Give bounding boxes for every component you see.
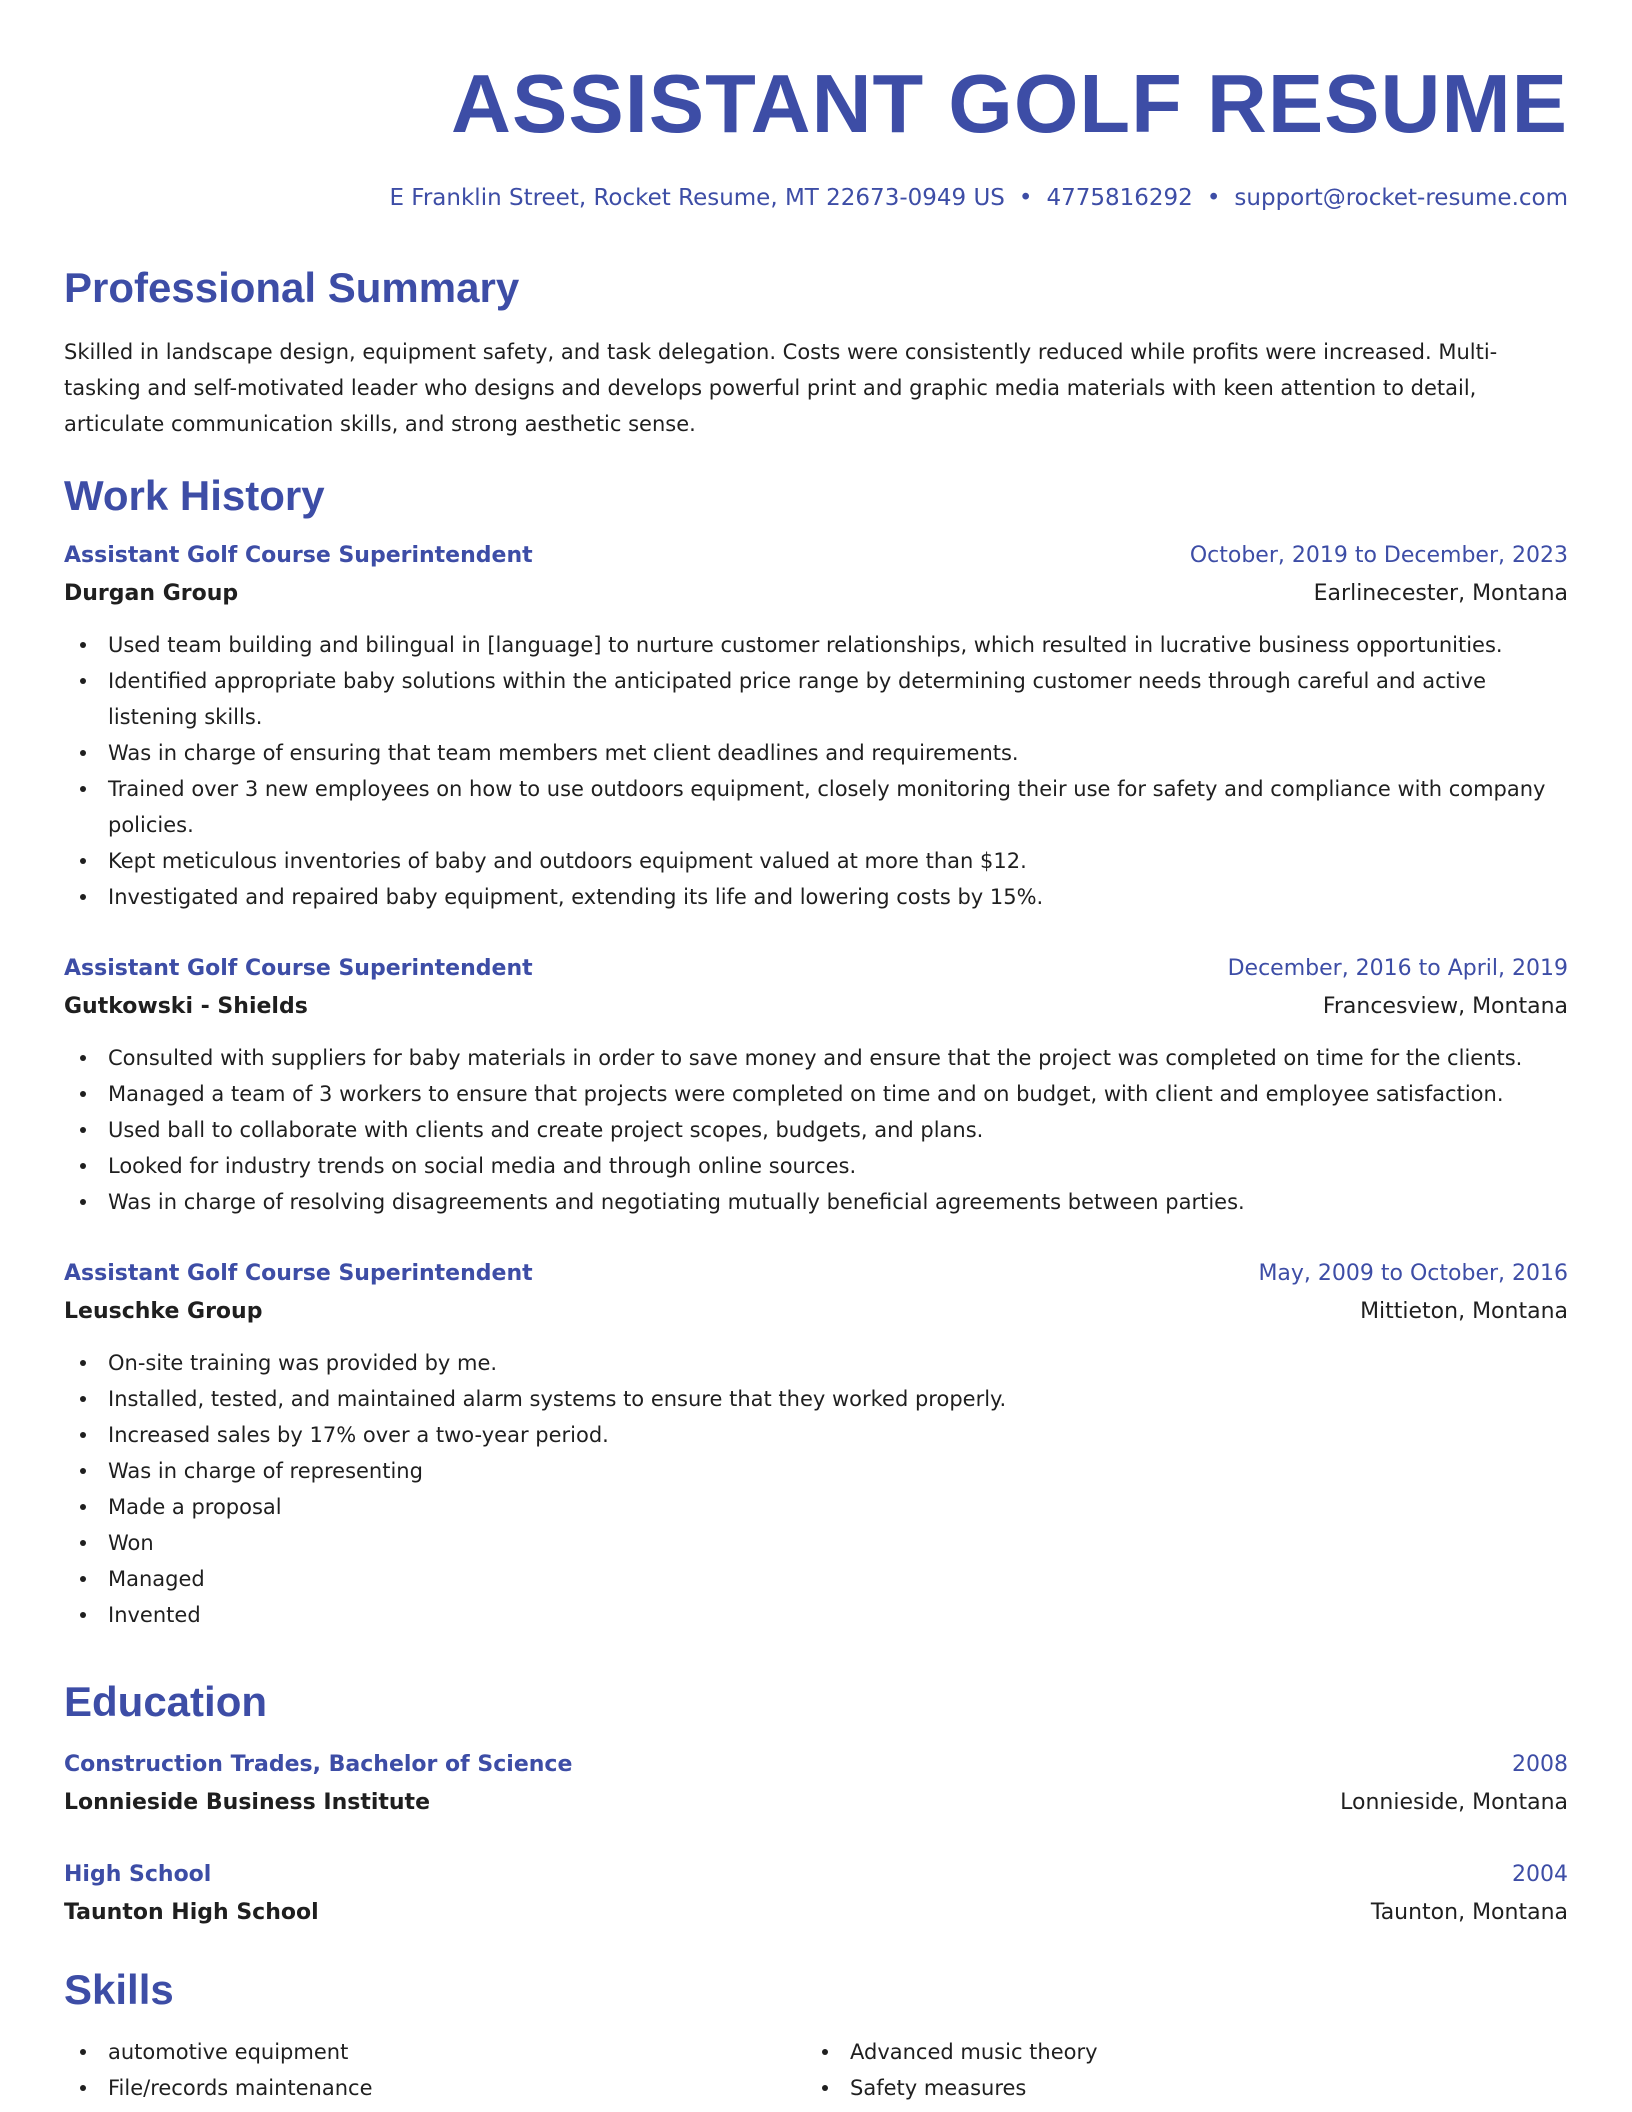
resume-title: ASSISTANT GOLF RESUME <box>451 57 1568 150</box>
list-item: Looked for industry trends on social media and through online sources. <box>64 1148 1568 1184</box>
job-location: Francesview, Montana <box>1322 994 1568 1019</box>
skill-item: File/records maintenance <box>64 2070 764 2106</box>
list-item: Installed, tested, and maintained alarm systems to ensure that they worked properly. <box>64 1381 1568 1417</box>
list-item: Investigated and repaired baby equipment, extending its life and lowering costs by 15%. <box>64 879 1568 915</box>
job-position: Assistant Golf Course Superintendent <box>64 1261 533 1286</box>
job-position: Assistant Golf Course Superintendent <box>64 543 533 568</box>
job-entry <box>64 1255 1568 1633</box>
list-item: Kept meticulous inventories of baby and outdoors equipment valued at more than $12. <box>64 843 1568 879</box>
job-dates: October, 2019 to December, 2023 <box>1189 543 1568 568</box>
list-item: Increased sales by 17% over a two-year period. <box>64 1417 1568 1453</box>
education-degree: High School <box>64 1862 212 1887</box>
job-company: Durgan Group <box>64 581 239 606</box>
email-link[interactable]: support@rocket-resume.com <box>1234 185 1568 211</box>
list-item: Was in charge of resolving disagreements and negotiating mutually beneficial agreements between parties. <box>64 1184 1568 1220</box>
job-dates: May, 2009 to October, 2016 <box>1258 1261 1568 1286</box>
section-title-skills: Skills <box>64 1966 174 2013</box>
separator-dot: • <box>1206 185 1221 211</box>
job-company: Gutkowski - Shields <box>64 994 308 1019</box>
education-location: Taunton, Montana <box>1370 1900 1568 1925</box>
list-item: Identified appropriate baby solutions within the anticipated price range by determining customer needs through careful and active listening skills. <box>64 663 1568 735</box>
job-company: Leuschke Group <box>64 1299 263 1324</box>
list-item: Was in charge of representing <box>64 1453 1568 1489</box>
job-position: Assistant Golf Course Superintendent <box>64 956 533 981</box>
list-item: Managed <box>64 1561 1568 1597</box>
section-title-work-history: Work History <box>64 472 325 519</box>
skills-column-right <box>806 2034 1506 2106</box>
job-bullets <box>64 1345 1568 1633</box>
separator-dot: • <box>1018 185 1033 211</box>
education-degree: Construction Trades, Bachelor of Science <box>64 1752 573 1777</box>
job-dates: December, 2016 to April, 2019 <box>1227 956 1568 981</box>
list-item: Used ball to collaborate with clients and create project scopes, budgets, and plans. <box>64 1112 1568 1148</box>
education-year: 2008 <box>1512 1752 1568 1777</box>
job-location: Earlinecester, Montana <box>1313 581 1568 606</box>
phone: 4775816292 <box>1046 185 1193 211</box>
education-location: Lonnieside, Montana <box>1340 1790 1568 1815</box>
section-title-summary: Professional Summary <box>64 264 520 311</box>
education-year: 2004 <box>1512 1862 1568 1887</box>
job-bullets <box>64 627 1568 915</box>
job-entry <box>64 950 1568 1220</box>
education-school: Lonnieside Business Institute <box>64 1790 430 1815</box>
list-item: On-site training was provided by me. <box>64 1345 1568 1381</box>
list-item: Won <box>64 1525 1568 1561</box>
address: E Franklin Street, Rocket Resume, MT 22673-0949 US <box>389 185 1005 211</box>
list-item: Invented <box>64 1597 1568 1633</box>
job-entry <box>64 537 1568 915</box>
education-entry <box>64 1746 1568 1822</box>
list-item: Consulted with suppliers for baby materials in order to save money and ensure that the project was completed on time for the clients. <box>64 1040 1568 1076</box>
section-title-education: Education <box>64 1678 268 1725</box>
education-school: Taunton High School <box>64 1900 319 1925</box>
education-entry <box>64 1856 1568 1932</box>
job-bullets <box>64 1040 1568 1220</box>
summary-text: Skilled in landscape design, equipment safety, and task delegation. Costs were consistently reduced while profits were increased. Multi-tasking and self-motivated leader who designs and develops powerful print and graphic media materials with keen attention to detail, articulate communication skills, and strong aesthetic sense. <box>64 340 1498 436</box>
skills-column-left <box>64 2034 764 2106</box>
skill-item: Advanced music theory <box>806 2034 1506 2070</box>
list-item: Trained over 3 new employees on how to use outdoors equipment, closely monitoring their use for safety and compliance with company policies. <box>64 771 1568 843</box>
job-location: Mittieton, Montana <box>1360 1299 1568 1324</box>
list-item: Made a proposal <box>64 1489 1568 1525</box>
list-item: Used team building and bilingual in [language] to nurture customer relationships, which resulted in lucrative business opportunities. <box>64 627 1568 663</box>
list-item: Was in charge of ensuring that team members met client deadlines and requirements. <box>64 735 1568 771</box>
contact-line <box>389 182 1568 214</box>
skill-item: Safety measures <box>806 2070 1506 2106</box>
skill-item: automotive equipment <box>64 2034 764 2070</box>
list-item: Managed a team of 3 workers to ensure that projects were completed on time and on budget, with client and employee satisfaction. <box>64 1076 1568 1112</box>
